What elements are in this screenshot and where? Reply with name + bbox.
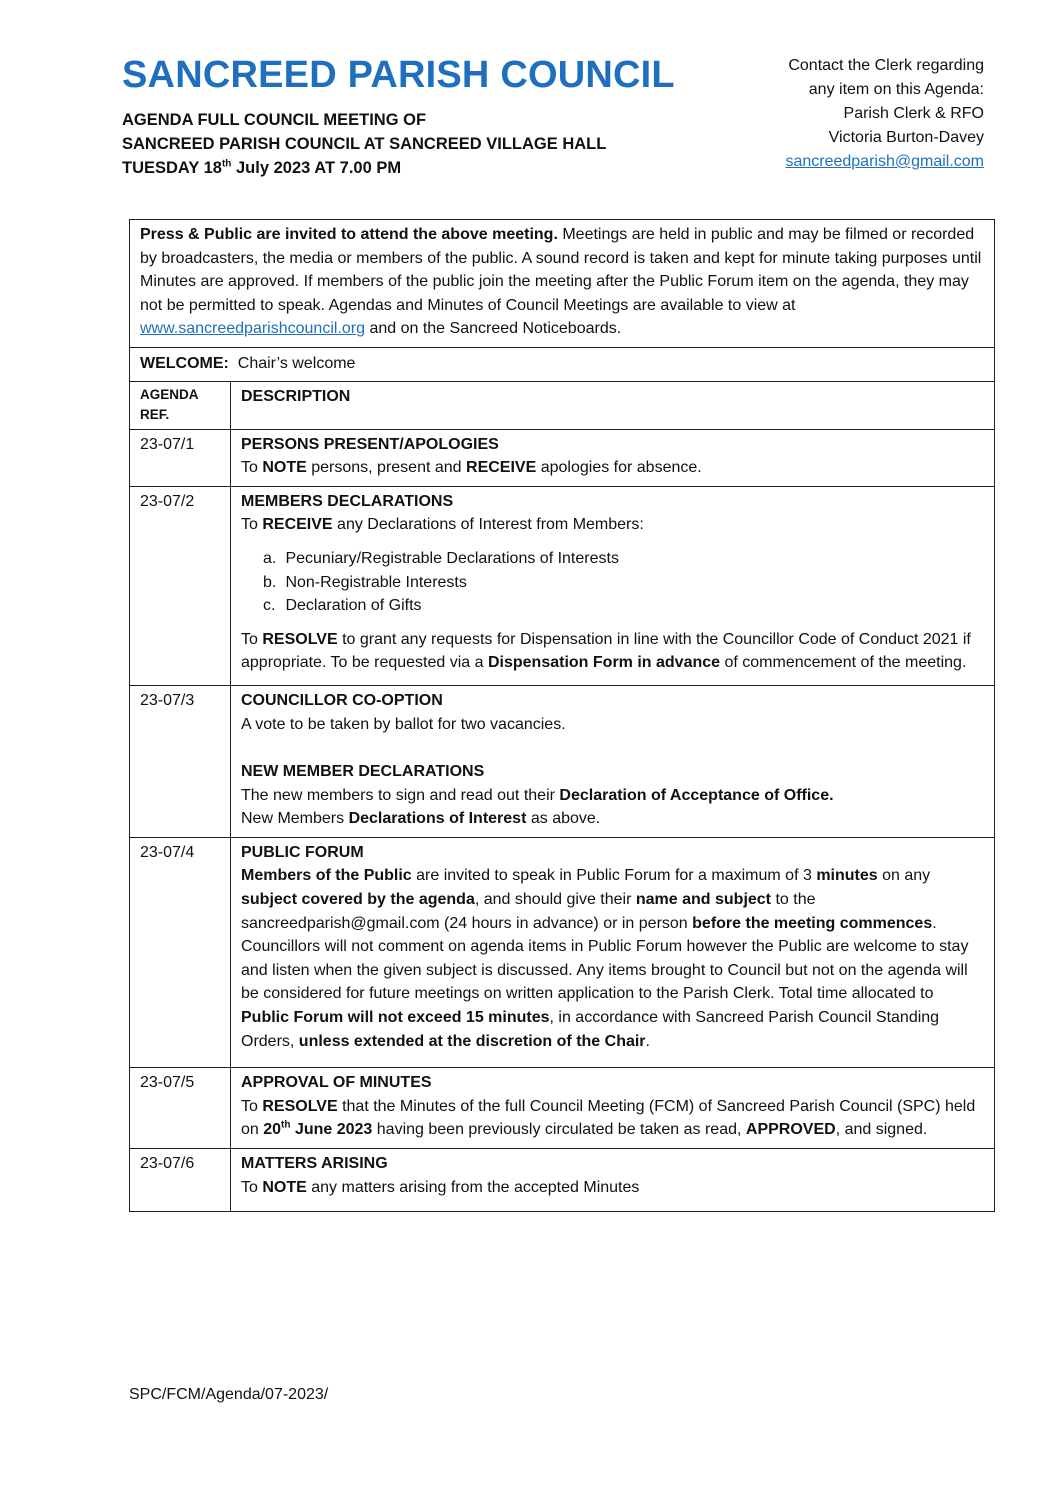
agenda-description (231, 429, 995, 486)
council-title: SANCREED PARISH COUNCIL (122, 54, 675, 96)
intro-row (130, 220, 995, 348)
list-item: b. Non-Registrable Interests (263, 573, 467, 591)
agenda-item-row (130, 1068, 995, 1149)
item-text: New Members Declarations of Interest as above. (241, 810, 601, 828)
item-text: To NOTE any matters arising from the accepted Minutes (241, 1178, 640, 1196)
item-text: To RESOLVE that the Minutes of the full Council Meeting (FCM) of Sancreed Parish Council (SPC) held on 20th June 2023 having been previously circulated be taken as read, APPROVED, and signed. (241, 1097, 976, 1139)
item-title: MEMBERS DECLARATIONS (241, 492, 454, 510)
item-title: APPROVAL OF MINUTES (241, 1074, 432, 1092)
agenda-description (231, 837, 995, 1067)
intro-text-end: and on the Sancreed Noticeboards. (365, 320, 622, 338)
item-text: A vote to be taken by ballot for two vacancies. (241, 715, 566, 733)
agenda-ref: 23-07/1 (130, 429, 231, 486)
clerk-contact-block (785, 54, 984, 174)
agenda-item-row (130, 685, 995, 837)
website-link[interactable]: www.sancreedparishcouncil.org (140, 320, 365, 338)
agenda-item-row (130, 1149, 995, 1212)
welcome-row (130, 347, 995, 381)
list-item: c. Declaration of Gifts (263, 597, 422, 615)
header-row (130, 381, 995, 429)
list-item: a. Pecuniary/Registrable Declarations of Interests (263, 549, 619, 567)
item-title: COUNCILLOR CO-OPTION (241, 691, 443, 709)
ref-column-header: AGENDA REF. (130, 381, 231, 429)
description-column-header: DESCRIPTION (231, 381, 995, 429)
agenda-description (231, 1149, 995, 1212)
clerk-role: Parish Clerk & RFO (843, 105, 984, 122)
agenda-ref: 23-07/3 (130, 685, 231, 837)
item-text: To RECEIVE any Declarations of Interest from Members: (241, 516, 644, 534)
item-text: The new members to sign and read out their Declaration of Acceptance of Office. (241, 786, 834, 804)
item-title: MATTERS ARISING (241, 1155, 388, 1172)
item-text: To NOTE persons, present and RECEIVE apologies for absence. (241, 459, 702, 477)
contact-line-1: Contact the Clerk regarding (788, 57, 984, 74)
agenda-ref: 23-07/5 (130, 1068, 231, 1149)
item-title: PUBLIC FORUM (241, 843, 364, 861)
item-title: PERSONS PRESENT/APOLOGIES (241, 435, 499, 453)
agenda-item-row (130, 429, 995, 486)
agenda-item-row (130, 837, 995, 1067)
meeting-date-line: TUESDAY 18th July 2023 AT 7.00 PM (122, 158, 402, 177)
agenda-ref: 23-07/4 (130, 837, 231, 1067)
agenda-item-row (130, 486, 995, 685)
intro-text: Meetings are held in public and may be filmed or recorded by broadcasters, the media or members of the public. A sound record is taken and kept for minute taking purposes until Minutes are approved. If members of the public join the meeting after the Public Forum item on the agenda, they may not be permitted to speak. Agendas and Minutes of Council Meetings are available to view at (140, 226, 982, 314)
agenda-description (231, 685, 995, 837)
subheading-line-1: AGENDA FULL COUNCIL MEETING OF (122, 111, 427, 129)
document-reference-footer: SPC/FCM/Agenda/07-2023/ (129, 1386, 329, 1403)
agenda-ref: 23-07/2 (130, 486, 231, 685)
item-subtitle: NEW MEMBER DECLARATIONS (241, 763, 485, 781)
agenda-table (129, 219, 995, 1212)
agenda-ref: 23-07/6 (130, 1149, 231, 1212)
intro-bold: Press & Public are invited to attend the above meeting. (140, 226, 558, 243)
subheading-line-2: SANCREED PARISH COUNCIL AT SANCREED VILLAGE HALL (122, 135, 607, 153)
item-text: To RESOLVE to grant any requests for Dispensation in line with the Councillor Code of Conduct 2021 if appropriate. To be requested via a Dispensation Form in advance of commencement of the meeting. (241, 630, 971, 672)
agenda-description (231, 1068, 995, 1149)
declaration-types-list (241, 547, 984, 618)
welcome-text: Chair’s welcome (228, 354, 356, 372)
meeting-subheading (122, 108, 606, 180)
clerk-name: Victoria Burton-Davey (828, 129, 984, 146)
intro-cell (130, 220, 995, 348)
clerk-email-link[interactable]: sancreedparish@gmail.com (785, 153, 984, 170)
agenda-description (231, 486, 995, 685)
welcome-cell (130, 347, 995, 381)
item-text: Members of the Public are invited to speak in Public Forum for a maximum of 3 minutes on any subject covered by the agenda, and should give their name and subject to the sancreedparish@gmail.com (24 hours in advance) or in person before the meeting commences. Councillors will not comment on agenda items in Public Forum however the Public are welcome to stay and listen when the given subject is discussed. Any items brought to Council but not on the agenda will be considered for future meetings on written application to the Parish Clerk. Total time allocated to Public Forum will not exceed 15 minutes, in accordance with Sancreed Parish Council Standing Orders, unless extended at the discretion of the Chair. (241, 867, 969, 1050)
contact-line-2: any item on this Agenda: (808, 81, 984, 98)
welcome-label: WELCOME: (140, 354, 229, 372)
